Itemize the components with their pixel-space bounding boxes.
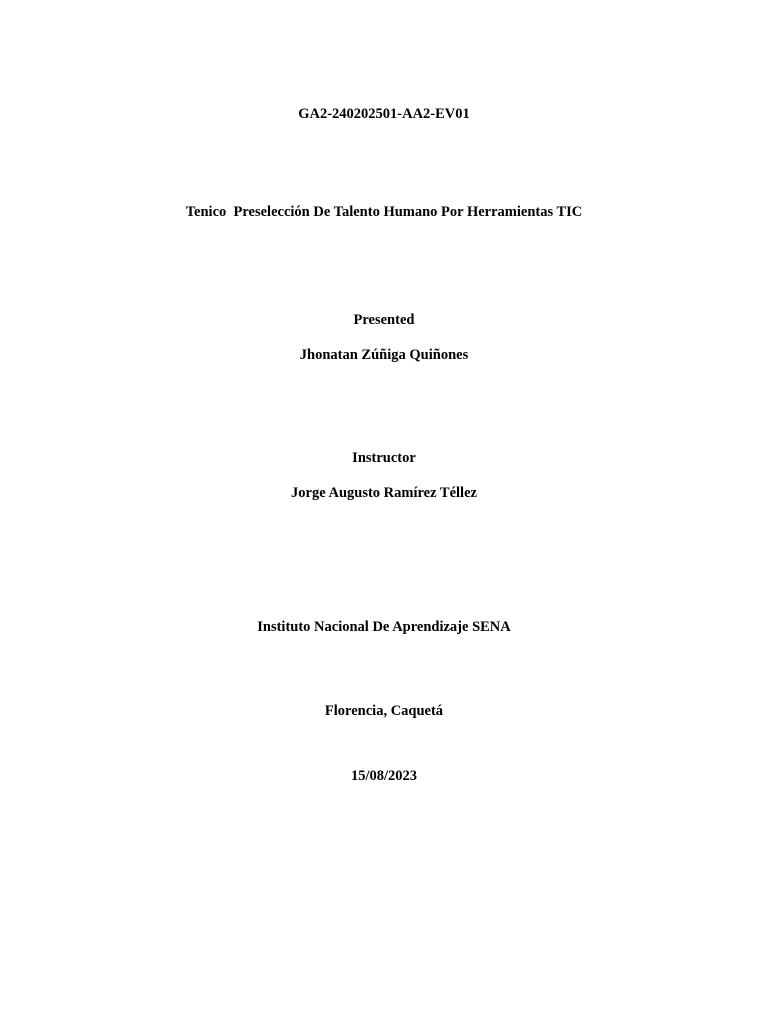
document-date: 15/08/2023 [350, 768, 418, 784]
instructor-label: Instructor [352, 450, 416, 466]
institution-name: Instituto Nacional De Aprendizaje SENA [257, 619, 511, 635]
instructor-name: Jorge Augusto Ramírez Téllez [291, 485, 477, 501]
document-title: Tenico Preselección De Talento Humano Por Herramientas TIC [185, 204, 583, 220]
presented-label: Presented [353, 312, 415, 328]
document-code: GA2-240202501-AA2-EV01 [298, 106, 470, 122]
author-name: Jhonatan Zúñiga Quiñones [299, 347, 469, 363]
location: Florencia, Caquetá [324, 703, 444, 719]
